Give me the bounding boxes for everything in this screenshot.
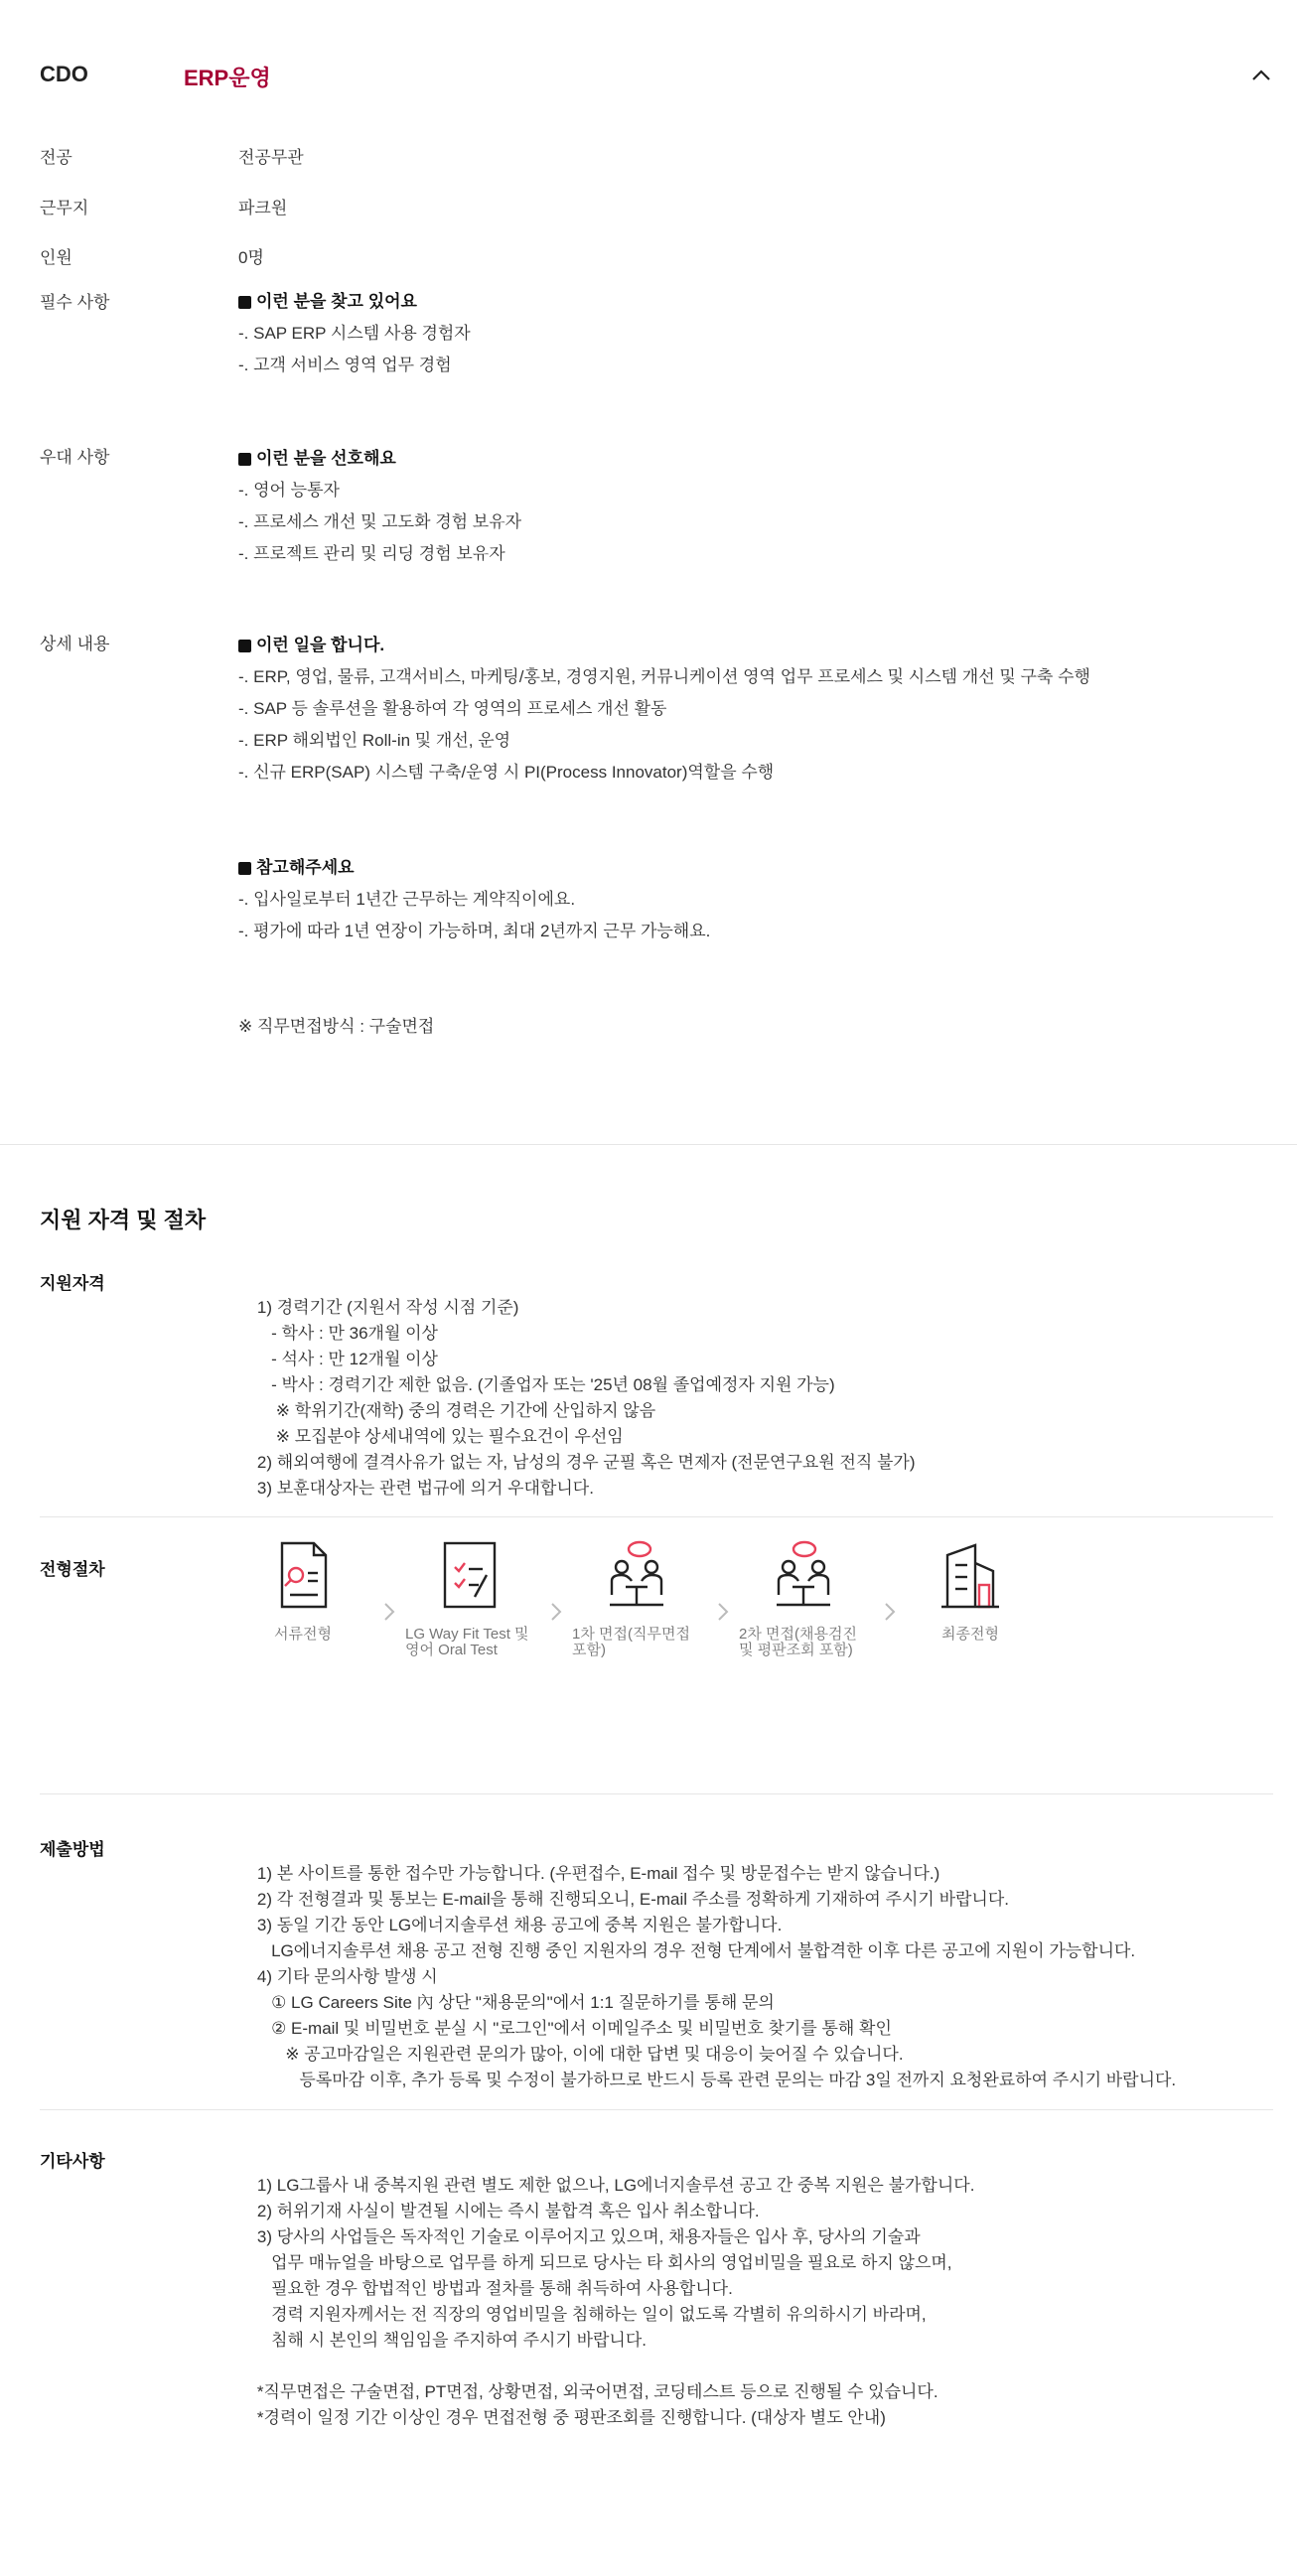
sub-divider xyxy=(40,2109,1273,2110)
text-line: 경력 지원자께서는 전 직장의 영업비밀을 침해하는 일이 없도록 각별히 유의하시기 바라며, xyxy=(256,2305,927,2324)
text-line: ※ 공고마감일은 지원관련 문의가 많아, 이에 대한 답변 및 대응이 늦어질 수 있습니다. xyxy=(256,2045,904,2064)
text-line: ② E-mail 및 비밀번호 분실 시 "로그인"에서 이메일주소 및 비밀번호 찾기를 통해 확인 xyxy=(256,2019,892,2038)
section-divider xyxy=(0,1144,1297,1145)
note-heading: 참고해주세요 xyxy=(256,858,355,877)
required-label: 필수 사항 xyxy=(40,293,110,312)
section-title: 지원 자격 및 절차 xyxy=(40,1208,207,1232)
text-line: 4) 기타 문의사항 발생 시 xyxy=(256,1967,438,1986)
list-item: -. 영어 능통자 xyxy=(238,481,340,500)
chevron-up-icon[interactable] xyxy=(1249,66,1273,85)
details-content xyxy=(238,630,1090,1043)
document-search-icon xyxy=(268,1539,338,1611)
text-line: 2) 각 전형결과 및 통보는 E-mail을 통해 진행되오니, E-mail 주소를 정확하게 기재하여 주시기 바랍니다. xyxy=(256,1890,1009,1909)
text-line: 2) 해외여행에 결격사유가 없는 자, 남성의 경우 군필 혹은 면제자 (전문연구요원 전직 불가) xyxy=(256,1453,916,1472)
department-label: CDO xyxy=(40,62,88,86)
preferred-label: 우대 사항 xyxy=(40,448,110,467)
details-label: 상세 내용 xyxy=(40,635,110,653)
text-line: ※ 학위기간(재학) 중의 경력은 기간에 산입하지 않음 xyxy=(256,1401,656,1420)
list-item: -. 입사일로부터 1년간 근무하는 계약직이에요. xyxy=(238,890,576,909)
location-label: 근무지 xyxy=(40,199,89,217)
sub-divider xyxy=(40,1793,1273,1794)
qualification-text xyxy=(238,1269,916,1527)
list-item: -. ERP 해외법인 Roll-in 및 개선, 운영 xyxy=(238,731,511,750)
list-item: -. ERP, 영업, 물류, 고객서비스, 마케팅/홍보, 경영지원, 커뮤니케이션 영역 업무 프로세스 및 시스템 개선 및 구축 수행 xyxy=(238,667,1090,686)
chevron-right-icon xyxy=(715,1601,731,1623)
others-text xyxy=(238,2147,974,2457)
step-label: 서류전형 xyxy=(274,1626,332,1643)
major-value: 전공무관 xyxy=(238,148,304,167)
required-heading: 이런 분을 찾고 있어요 xyxy=(256,292,417,311)
major-label: 전공 xyxy=(40,148,72,167)
chevron-right-icon xyxy=(548,1601,564,1623)
others-label: 기타사항 xyxy=(40,2152,105,2171)
chevron-right-icon xyxy=(381,1601,397,1623)
text-line: 2) 허위기재 사실이 발견될 시에는 즉시 불합격 혹은 입사 취소합니다. xyxy=(256,2202,760,2220)
building-icon xyxy=(936,1539,1005,1611)
text-line: 3) 동일 기간 동안 LG에너지솔루션 채용 공고에 중복 지원은 불가합니다. xyxy=(256,1916,783,1934)
submission-text xyxy=(238,1835,1176,2119)
details-heading: 이런 일을 합니다. xyxy=(256,636,385,654)
text-line: 3) 당사의 사업들은 독자적인 기술로 이루어지고 있으며, 채용자들은 입사 후, 당사의 기술과 xyxy=(256,2227,921,2246)
list-item: -. SAP 등 솔루션을 활용하여 각 영역의 프로세스 개선 활동 xyxy=(238,699,667,718)
list-item: -. 고객 서비스 영역 업무 경험 xyxy=(238,356,452,374)
step-label: LG Way Fit Test 및 영어 Oral Test xyxy=(405,1626,529,1658)
text-line: LG에너지솔루션 채용 공고 전형 진행 중인 지원자의 경우 전형 단계에서 불합격한 이후 다른 공고에 지원이 가능합니다. xyxy=(256,1941,1136,1960)
step-label: 1차 면접(직무면접 포함) xyxy=(572,1626,690,1658)
interview-icon xyxy=(602,1539,671,1611)
step-label: 2차 면접(채용검진 및 평판조회 포함) xyxy=(739,1626,857,1658)
text-line: 침해 시 본인의 책임임을 주지하여 주시기 바랍니다. xyxy=(256,2331,647,2350)
text-line: 1) 본 사이트를 통한 접수만 가능합니다. (우편접수, E-mail 접수 및 방문접수는 받지 않습니다.) xyxy=(256,1864,940,1883)
list-item: -. SAP ERP 시스템 사용 경험자 xyxy=(238,324,471,343)
bullet-square-icon xyxy=(238,862,251,875)
required-content xyxy=(238,286,471,381)
text-line: 3) 보훈대상자는 관련 법규에 의거 우대합니다. xyxy=(256,1479,594,1498)
text-line: ① LG Careers Site 內 상단 "채용문의"에서 1:1 질문하기를 통해 문의 xyxy=(256,1993,775,2012)
job-title: ERP운영 xyxy=(184,66,271,90)
chevron-right-icon xyxy=(882,1601,898,1623)
qualification-label: 지원자격 xyxy=(40,1274,105,1293)
preferred-content xyxy=(238,443,521,570)
bullet-square-icon xyxy=(238,640,251,652)
text-line: *직무면접은 구술면접, PT면접, 상황면접, 외국어면접, 코딩테스트 등으로 진행될 수 있습니다. xyxy=(256,2382,938,2401)
text-line: ※ 모집분야 상세내역에 있는 필수요건이 우선임 xyxy=(256,1427,624,1446)
text-line: - 박사 : 경력기간 제한 없음. (기졸업자 또는 '25년 08월 졸업예정자 지원 가능) xyxy=(256,1375,835,1394)
submission-label: 제출방법 xyxy=(40,1840,105,1859)
text-line: *경력이 일정 기간 이상인 경우 면접전형 중 평판조회를 진행합니다. (대상자 별도 안내) xyxy=(256,2408,886,2427)
list-item: -. 신규 ERP(SAP) 시스템 구축/운영 시 PI(Process Innovator)역할을 수행 xyxy=(238,763,775,782)
bullet-square-icon xyxy=(238,296,251,309)
text-line: - 석사 : 만 12개월 이상 xyxy=(256,1350,438,1368)
text-line: 업무 매뉴얼을 바탕으로 업무를 하게 되므로 당사는 타 회사의 영업비밀을 필요로 하지 않으며, xyxy=(256,2253,952,2272)
text-line: 필요한 경우 합법적인 방법과 절차를 통해 취득하여 사용합니다. xyxy=(256,2279,733,2298)
sub-divider xyxy=(40,1516,1273,1517)
list-item: -. 평가에 따라 1년 연장이 가능하며, 최대 2년까지 근무 가능해요. xyxy=(238,922,711,940)
interview-icon xyxy=(769,1539,838,1611)
list-item: -. 프로젝트 관리 및 리딩 경험 보유자 xyxy=(238,544,505,563)
job-header[interactable] xyxy=(40,62,1273,91)
process-steps xyxy=(238,1539,1033,1688)
interview-note: ※ 직무면접방식 : 구술면접 xyxy=(238,1017,435,1036)
headcount-label: 인원 xyxy=(40,248,72,267)
preferred-heading: 이런 분을 선호해요 xyxy=(256,449,396,468)
step-label: 최종전형 xyxy=(941,1626,999,1643)
text-line: 1) LG그룹사 내 중복지원 관련 별도 제한 없으나, LG에너지솔루션 공고 간 중복 지원은 불가합니다. xyxy=(256,2176,975,2195)
bullet-square-icon xyxy=(238,453,251,466)
checklist-icon xyxy=(435,1539,504,1611)
headcount-value: 0명 xyxy=(238,248,264,267)
process-label: 전형절차 xyxy=(40,1560,105,1579)
location-value: 파크원 xyxy=(238,199,288,217)
text-line: - 학사 : 만 36개월 이상 xyxy=(256,1324,438,1343)
text-line: 등록마감 이후, 추가 등록 및 수정이 불가하므로 반드시 등록 관련 문의는 마감 3일 전까지 요청완료하여 주시기 바랍니다. xyxy=(256,2071,1177,2089)
list-item: -. 프로세스 개선 및 고도화 경험 보유자 xyxy=(238,512,522,531)
text-line: 1) 경력기간 (지원서 작성 시점 기준) xyxy=(256,1298,519,1317)
